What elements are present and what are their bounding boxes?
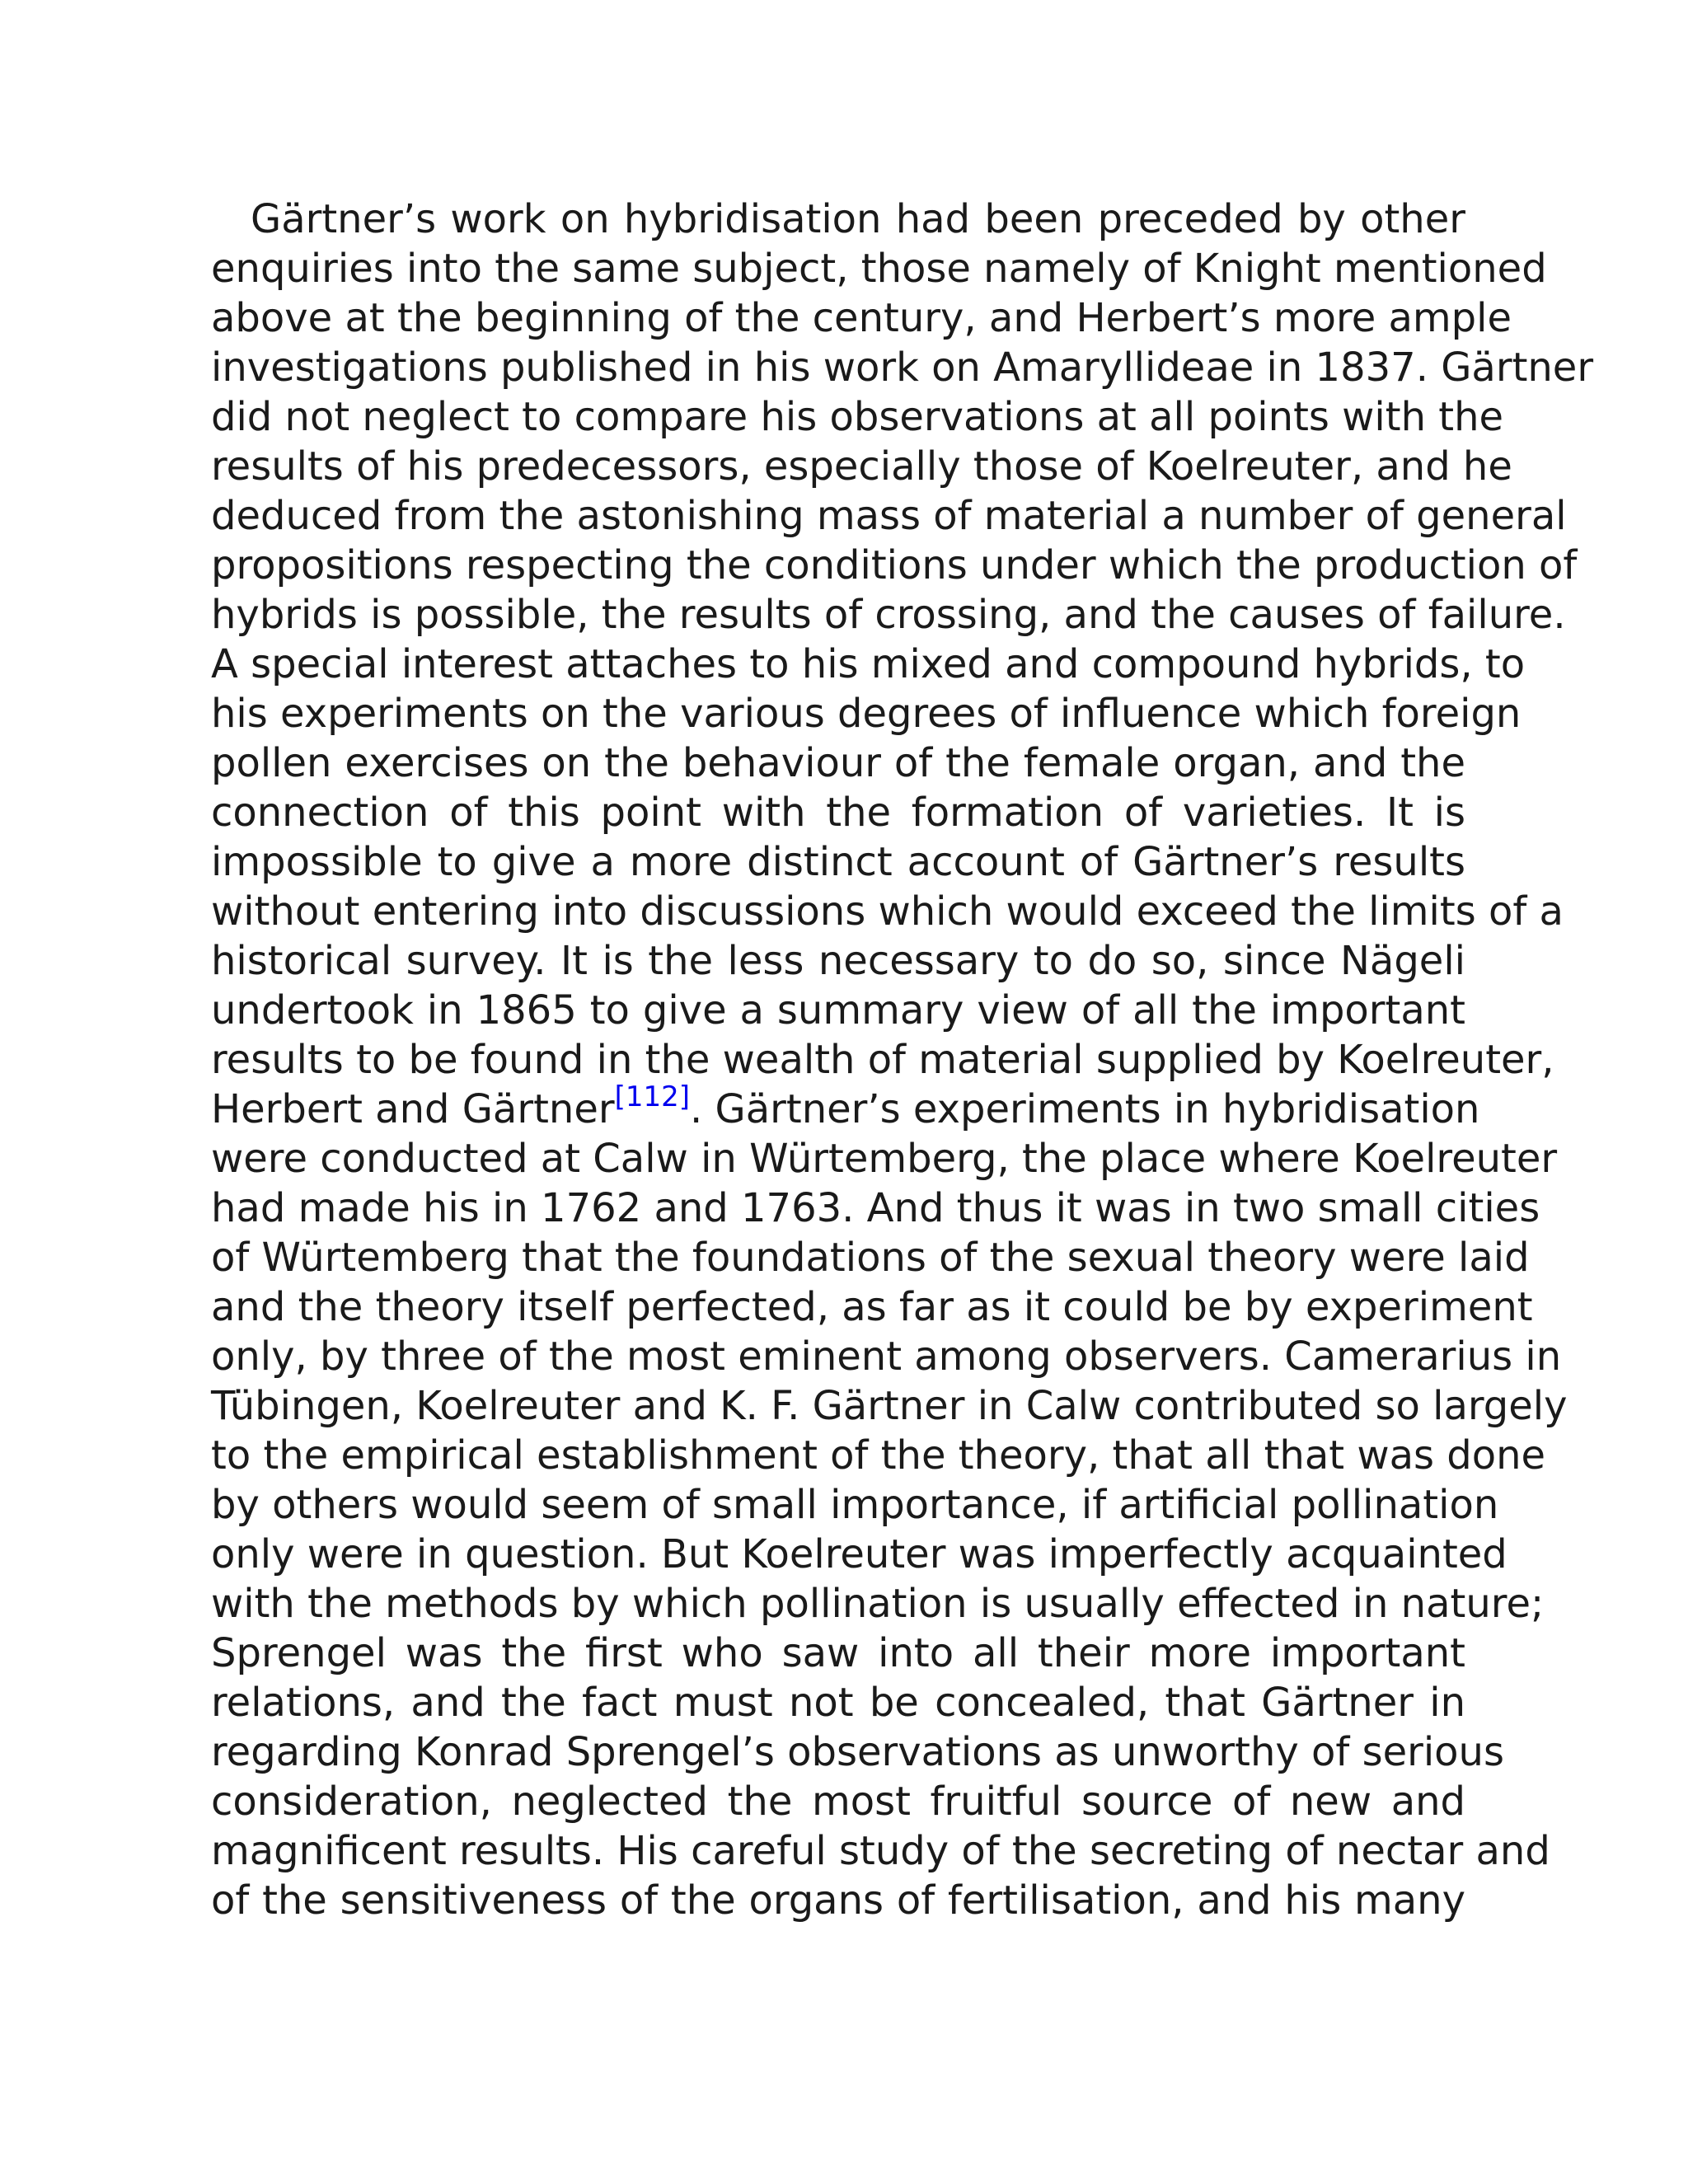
text-line: of the sensitiveness of the organs of fertilisation, and his many <box>211 1877 1465 1924</box>
text-line: and the theory itself perfected, as far as it could be by experiment <box>211 1284 1533 1330</box>
text-line: enquiries into the same subject, those namely of Knight mentioned <box>211 246 1547 292</box>
text-line: by others would seem of small importance, if artificial pollination <box>211 1482 1499 1528</box>
text-line: had made his in 1762 and 1763. And thus it was in two small cities <box>211 1185 1540 1231</box>
text-segment: . Gärtner’s experiments in hybridisation <box>690 1086 1480 1132</box>
text-line: Sprengel was the first who saw into all their more important <box>211 1630 1465 1676</box>
text-line: to the empirical establishment of the theory, that all that was done <box>211 1432 1546 1479</box>
text-line: hybrids is possible, the results of crossing, and the causes of failure. <box>211 592 1566 638</box>
text-line: undertook in 1865 to give a summary view of all the important <box>211 987 1465 1033</box>
text-line: Gärtner’s work on hybridisation had been preceded by other <box>251 196 1465 242</box>
text-line: only were in question. But Koelreuter was imperfectly acquainted <box>211 1531 1507 1577</box>
text-line: were conducted at Calw in Würtemberg, the place where Koelreuter <box>211 1136 1558 1182</box>
text-line: pollen exercises on the behaviour of the female organ, and the <box>211 740 1465 786</box>
text-segment: Herbert and Gärtner <box>211 1086 615 1132</box>
body-paragraph <box>211 194 1594 1925</box>
text-line: regarding Konrad Sprengel’s observations as unworthy of serious <box>211 1729 1504 1775</box>
text-line: magnificent results. His careful study of the secreting of nectar and <box>211 1828 1550 1874</box>
text-line-with-footnote <box>211 1080 1480 1134</box>
text-line: impossible to give a more distinct account of Gärtner’s results <box>211 839 1465 885</box>
text-line: with the methods by which pollination is usually effected in nature; <box>211 1581 1545 1627</box>
text-line: propositions respecting the conditions under which the production of <box>211 542 1578 588</box>
text-line: connection of this point with the formation of varieties. It is <box>211 790 1465 836</box>
text-line: of Würtemberg that the foundations of the sexual theory were laid <box>211 1235 1530 1281</box>
text-line: investigations published in his work on Amaryllideae in 1837. Gärtner <box>211 344 1594 391</box>
text-line: did not neglect to compare his observations at all points with the <box>211 394 1504 440</box>
text-line: only, by three of the most eminent among observers. Camerarius in <box>211 1333 1562 1380</box>
text-line: Tübingen, Koelreuter and K. F. Gärtner in Calw contributed so largely <box>211 1383 1568 1429</box>
text-line: his experiments on the various degrees of influence which foreign <box>211 691 1522 737</box>
text-line: consideration, neglected the most fruitful source of new and <box>211 1779 1465 1825</box>
text-line: historical survey. It is the less necessary to do so, since Nägeli <box>211 938 1465 984</box>
text-line: results to be found in the wealth of material supplied by Koelreuter, <box>211 1037 1554 1083</box>
text-line: relations, and the fact must not be concealed, that Gärtner in <box>211 1680 1465 1726</box>
text-line: above at the beginning of the century, and Herbert’s more ample <box>211 295 1512 341</box>
footnote-link[interactable]: [112] <box>614 1080 691 1113</box>
text-line: deduced from the astonishing mass of material a number of general <box>211 493 1567 539</box>
text-line: A special interest attaches to his mixed and compound hybrids, to <box>211 641 1526 687</box>
text-line: results of his predecessors, especially those of Koelreuter, and he <box>211 443 1512 490</box>
text-line: without entering into discussions which would exceed the limits of a <box>211 888 1564 935</box>
